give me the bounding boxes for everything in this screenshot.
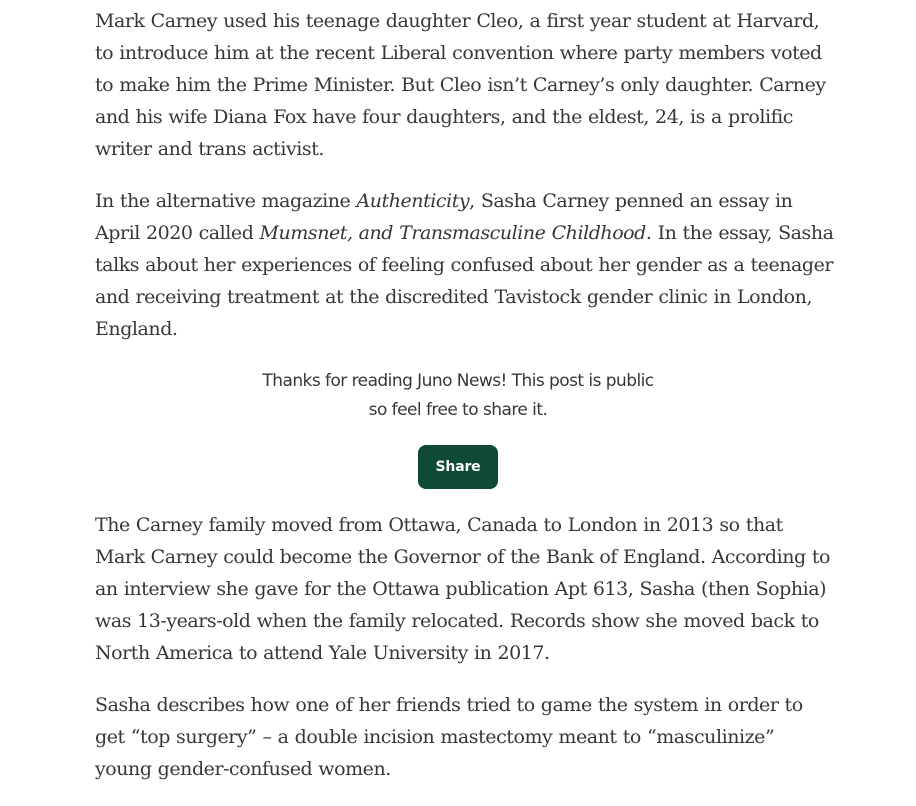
paragraph-text: In the alternative magazine bbox=[95, 190, 357, 212]
essay-title: Mumsnet, and Transmasculine Childhood. bbox=[259, 222, 652, 244]
share-button[interactable]: Share bbox=[418, 445, 498, 489]
share-callout bbox=[0, 367, 916, 489]
magazine-name: Authenticity bbox=[356, 190, 470, 212]
article-paragraph-4: Sasha describes how one of her friends tried to game the system in order to get “top surgery” – a double incision mastectomy meant to “masculinize” young gender-confused women. bbox=[95, 694, 803, 780]
article-paragraph-1: Mark Carney used his teenage daughter Cleo, a first year student at Harvard, to introduce him at the recent Liberal convention where party members voted to make him the Prime Minister. But Cleo isn’t Carney’s only daughter. Carney and his wife Diana Fox have four daughters, and the eldest, 24, is a prolific writer and trans activist. bbox=[95, 10, 826, 160]
article-paragraph-2 bbox=[95, 185, 835, 345]
paragraph-text: , Sasha Carney penned an essay in April 2020 called bbox=[95, 190, 793, 244]
share-callout-text: Thanks for reading Juno News! This post is public so feel free to share it. bbox=[262, 371, 654, 420]
article-paragraph-3: The Carney family moved from Ottawa, Canada to London in 2013 so that Mark Carney could become the Governor of the Bank of England. According to an interview she gave for the Ottawa publication Apt 613, Sasha (then Sophia) was 13-years-old when the family relocated. Records show she moved back to North America to attend Yale University in 2017. bbox=[95, 514, 831, 664]
paragraph-text: In the essay, Sasha talks about her experiences of feeling confused about her gender as a teenager and receiving treatment at the discredited Tavistock gender clinic in London, England. bbox=[95, 222, 834, 340]
article-body bbox=[95, 5, 835, 785]
